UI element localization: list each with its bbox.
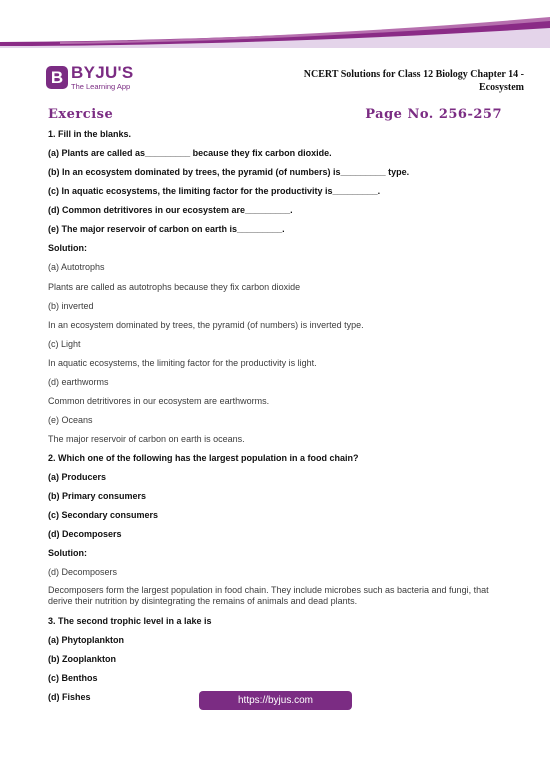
q1-explanation-d: Common detritivores in our ecosystem are earthworms. xyxy=(48,395,270,406)
q3-option-d: (d) Fishes xyxy=(48,691,91,702)
footer-website-link[interactable]: https://byjus.com xyxy=(199,691,352,710)
exercise-heading: Exercise xyxy=(48,107,114,122)
q1-answer-d: (d) earthworms xyxy=(48,376,109,387)
q2-option-b: (b) Primary consumers xyxy=(48,491,147,502)
question-3-title: 3. The second trophic level in a lake is xyxy=(48,615,212,626)
q1-explanation-c: In aquatic ecosystems, the limiting factor for the productivity is light. xyxy=(48,357,317,368)
q1-blank-d: (d) Common detritivores in our ecosystem are_________. xyxy=(48,205,293,216)
document-content xyxy=(48,125,508,707)
q2-solution-label: Solution: xyxy=(48,548,87,559)
q1-explanation-e: The major reservoir of carbon on earth is oceans. xyxy=(48,434,245,444)
q1-blank-c: (c) In aquatic ecosystems, the limiting factor for the productivity is_________. xyxy=(48,186,381,197)
q1-answer-e: (e) Oceans xyxy=(48,414,93,425)
q1-explanation-b: In an ecosystem dominated by trees, the pyramid (of numbers) is inverted type. xyxy=(48,319,364,330)
q3-option-a: (a) Phytoplankton xyxy=(48,634,124,645)
logo-name: BYJU'S xyxy=(71,63,134,82)
decorative-header-band xyxy=(0,0,550,48)
q2-explanation: Decomposers form the largest population in food chain. They include microbes such as bacteria and fungi, that derive their nutrition by disintegrating the remains of animals and dead plants. xyxy=(48,584,489,606)
q1-blank-a: (a) Plants are called as_________ because they fix carbon dioxide. xyxy=(48,148,332,159)
q3-option-b: (b) Zooplankton xyxy=(48,653,116,664)
page-number-heading: Page No. 256-257 xyxy=(365,107,502,122)
q1-answer-c: (c) Light xyxy=(48,338,81,349)
q1-explanation-a: Plants are called as autotrophs because they fix carbon dioxide xyxy=(48,281,301,292)
question-2-title: 2. Which one of the following has the largest population in a food chain? xyxy=(48,453,359,464)
document-title: NCERT Solutions for Class 12 Biology Chapter 14 - Ecosystem xyxy=(303,69,524,93)
q1-blank-b: (b) In an ecosystem dominated by trees, the pyramid (of numbers) is_________ type. xyxy=(48,167,410,178)
q3-option-c: (c) Benthos xyxy=(48,672,98,683)
q2-option-c: (c) Secondary consumers xyxy=(48,510,159,521)
q1-answer-a: (a) Autotrophs xyxy=(48,262,105,273)
logo-tagline: The Learning App xyxy=(71,82,131,91)
q2-answer: (d) Decomposers xyxy=(48,567,118,578)
q1-answer-b: (b) inverted xyxy=(48,300,94,311)
q2-option-d: (d) Decomposers xyxy=(48,529,122,540)
q1-blank-e: (e) The major reservoir of carbon on earth is_________. xyxy=(48,224,285,235)
byjus-logo-icon: B xyxy=(46,66,68,89)
q1-solution-label: Solution: xyxy=(48,243,87,254)
question-1-title: 1. Fill in the blanks. xyxy=(48,129,132,139)
q2-option-a: (a) Producers xyxy=(48,472,107,483)
